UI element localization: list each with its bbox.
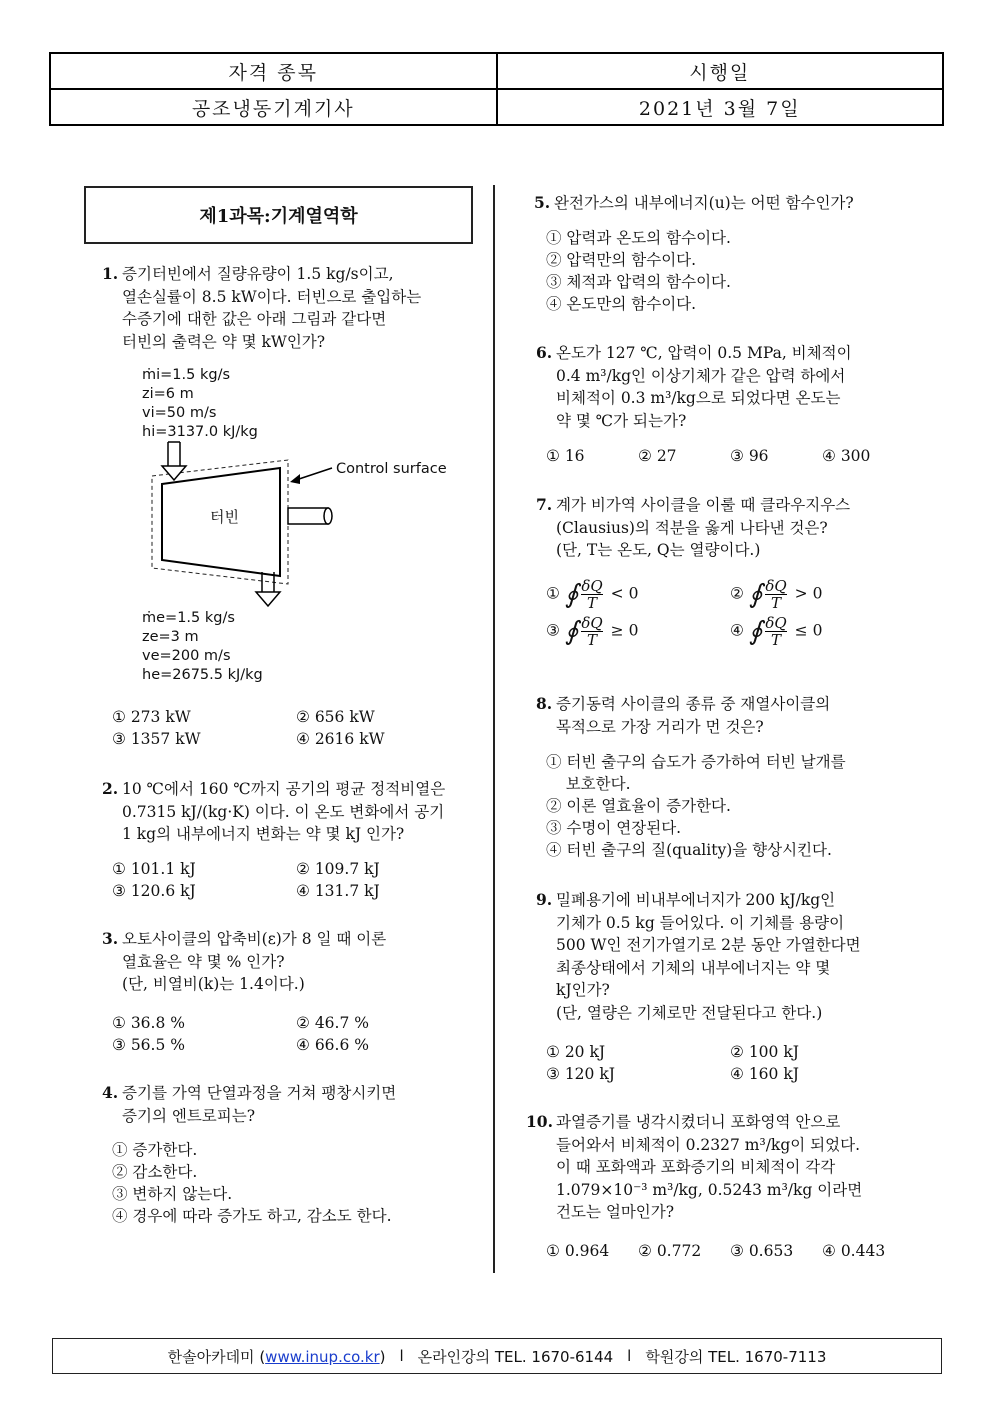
contour-integral-icon: ∮	[564, 616, 579, 647]
options-q2	[112, 858, 480, 902]
question-number: 4.	[102, 1083, 119, 1102]
option[interactable]: ② 27	[638, 447, 677, 465]
contour-integral-icon: ∮	[748, 616, 763, 647]
option[interactable]: ① 압력과 온도의 함수이다.	[546, 229, 731, 247]
question-8	[536, 693, 831, 738]
options-q3	[112, 1012, 480, 1056]
question-number: 10.	[526, 1112, 553, 1131]
contour-integral-icon: ∮	[564, 579, 579, 610]
option[interactable]: ① 증가한다.	[112, 1141, 198, 1159]
question-number: 8.	[536, 694, 553, 713]
question-number: 7.	[536, 495, 553, 514]
column-divider	[493, 185, 495, 1273]
section-title: 제1과목:기계열역학	[84, 186, 473, 244]
option[interactable]: ② 감소한다.	[112, 1163, 198, 1181]
option[interactable]: ① 터빈 출구의 습도가 증가하여 터빈 날개를 보호한다.	[546, 753, 846, 793]
options-q10	[546, 1240, 914, 1262]
turbine-label: 터빈	[210, 508, 239, 526]
option[interactable]: ③ 96	[730, 447, 769, 465]
option[interactable]: ③ 체적과 압력의 함수이다.	[546, 273, 731, 291]
option[interactable]: ② 이론 열효율이 증가한다.	[546, 797, 731, 815]
option[interactable]: ③ 수명이 연장된다.	[546, 819, 682, 837]
options-q7	[546, 578, 914, 648]
option[interactable]: ② ∮ $\frac{\delta Q}{T}$ > 0	[730, 577, 823, 612]
question-2	[102, 778, 446, 846]
question-text: 증기동력 사이클의 종류 중 재열사이클의 목적으로 가장 거리가 먼 것은?	[556, 695, 831, 736]
option[interactable]: ① 20 kJ	[546, 1043, 606, 1061]
question-6	[536, 342, 852, 432]
header-date: 2021년 3월 7일	[497, 89, 944, 125]
question-number: 3.	[102, 929, 119, 948]
question-number: 2.	[102, 779, 119, 798]
footer-offline-phone: 학원강의 TEL. 1670-7113	[645, 1347, 827, 1366]
question-9	[536, 889, 861, 1024]
footer	[52, 1338, 942, 1374]
option[interactable]: ① 16	[546, 447, 585, 465]
option[interactable]: ④ 66.6 %	[296, 1036, 369, 1054]
question-text: 증기를 가역 단열과정을 거쳐 팽창시키면 증기의 엔트로피는?	[122, 1084, 397, 1125]
question-text: 증기터빈에서 질량유량이 1.5 kg/s이고, 열손실률이 8.5 kW이다. 터빈으로 출입하는 수증기에 대한 값은 아래 그림과 같다면 터빈의 출력은 약 몇 kW인가?	[122, 265, 422, 351]
question-7	[536, 494, 851, 562]
footer-separator: l	[399, 1347, 404, 1365]
question-text: 10 ℃에서 160 ℃까지 공기의 평균 정적비열은 0.7315 kJ/(kg·K) 이다. 이 온도 변화에서 공기 1 kg의 내부에너지 변화는 약 몇 kJ 인가?	[122, 780, 446, 843]
question-text: 완전가스의 내부에너지(u)는 어떤 함수인가?	[554, 194, 854, 212]
option[interactable]: ① 0.964	[546, 1242, 610, 1260]
question-10	[526, 1111, 863, 1224]
footer-online-phone: 온라인강의 TEL. 1670-6144	[417, 1347, 614, 1366]
question-text: 온도가 127 ℃, 압력이 0.5 MPa, 비체적이 0.4 m³/kg인 이상기체가 같은 압력 하에서 비체적이 0.3 m³/kg으로 되었다면 온도는 약 몇 ℃가 되는가?	[556, 344, 852, 430]
options-q4	[112, 1139, 392, 1227]
question-3	[102, 928, 387, 996]
option[interactable]: ① 101.1 kJ	[112, 860, 196, 878]
option[interactable]: ① 273 kW	[112, 708, 191, 726]
option[interactable]: ④ 온도만의 함수이다.	[546, 295, 697, 313]
question-text: 계가 비가역 사이클을 이룰 때 클라우지우스 (Clausius)의 적분을 옳게 나타낸 것은? (단, T는 온도, Q는 열량이다.)	[556, 496, 851, 559]
options-q6	[546, 445, 914, 467]
option[interactable]: ① ∮ $\frac{\delta Q}{T}$ < 0	[546, 577, 639, 612]
question-4	[102, 1082, 397, 1127]
header-col1-label: 자격 종목	[50, 53, 497, 89]
question-text: 과열증기를 냉각시켰더니 포화영역 안으로 들어와서 비체적이 0.2327 m³/kg이 되었다. 이 때 포화액과 포화증기의 비체적이 각각 1.079×10⁻³ m³/kg, 0.5243 m³/kg 이라면 건도는 얼마인가?	[556, 1113, 863, 1221]
question-text: 밀폐용기에 비내부에너지가 200 kJ/kg인 기체가 0.5 kg 들어있다. 이 기체를 용량이 500 W인 전기가열기로 2분 동안 가열한다면 최종상태에서 기체의 내부에너지는 약 몇 kJ인가? (단, 열량은 기체로만 전달된다고 한다.)	[556, 891, 861, 1022]
option[interactable]: ① 36.8 %	[112, 1014, 185, 1032]
option[interactable]: ③ 120.6 kJ	[112, 882, 196, 900]
option[interactable]: ④ 터빈 출구의 질(quality)을 향상시킨다.	[546, 841, 832, 859]
option[interactable]: ③ 1357 kW	[112, 730, 201, 748]
option[interactable]: ② 656 kW	[296, 708, 375, 726]
header-subject: 공조냉동기계기사	[50, 89, 497, 125]
option[interactable]: ② 46.7 %	[296, 1014, 369, 1032]
turbine-diagram	[140, 364, 460, 684]
option[interactable]: ④ 2616 kW	[296, 730, 385, 748]
outlet-conditions: ṁe=1.5 kg/s ze=3 m ve=200 m/s he=2675.5 kJ/kg	[142, 610, 263, 683]
option[interactable]: ③ 56.5 %	[112, 1036, 185, 1054]
options-q8	[546, 751, 846, 861]
option[interactable]: ④ 경우에 따라 증가도 하고, 감소도 한다.	[112, 1207, 392, 1225]
option[interactable]: ③ 변하지 않는다.	[112, 1185, 233, 1203]
option[interactable]: ② 109.7 kJ	[296, 860, 380, 878]
option[interactable]: ② 100 kJ	[730, 1043, 799, 1061]
header-col2-label: 시행일	[497, 53, 944, 89]
question-number: 9.	[536, 890, 553, 909]
question-text: 오토사이클의 압축비(ε)가 8 일 때 이론 열효율은 약 몇 % 인가? (단, 비열비(k)는 1.4이다.)	[122, 930, 387, 993]
footer-separator: l	[627, 1347, 632, 1365]
option[interactable]: ④ 0.443	[822, 1242, 886, 1260]
question-1	[102, 263, 422, 353]
option[interactable]: ② 압력만의 함수이다.	[546, 251, 697, 269]
option[interactable]: ④ 131.7 kJ	[296, 882, 380, 900]
option[interactable]: ③ 120 kJ	[546, 1065, 615, 1083]
contour-integral-icon: ∮	[748, 579, 763, 610]
inlet-conditions: ṁi=1.5 kg/s zi=6 m vi=50 m/s hi=3137.0 kJ/kg	[142, 367, 258, 440]
control-surface-label: Control surface	[336, 461, 447, 477]
option[interactable]: ③ ∮ $\frac{\delta Q}{T}$ ≥ 0	[546, 614, 639, 649]
option[interactable]: ③ 0.653	[730, 1242, 794, 1260]
options-q1	[112, 706, 480, 750]
question-number: 6.	[536, 343, 553, 362]
options-q9	[546, 1041, 914, 1085]
option[interactable]: ④ 160 kJ	[730, 1065, 799, 1083]
question-number: 5.	[534, 193, 551, 212]
academy-link[interactable]: www.inup.co.kr	[265, 1347, 380, 1366]
option[interactable]: ④ 300	[822, 447, 871, 465]
question-number: 1.	[102, 264, 119, 283]
option[interactable]: ② 0.772	[638, 1242, 702, 1260]
options-q5	[546, 227, 731, 315]
footer-academy: 한솔아카데미 (www.inup.co.kr)	[167, 1347, 386, 1366]
question-5	[534, 192, 854, 215]
option[interactable]: ④ ∮ $\frac{\delta Q}{T}$ ≤ 0	[730, 614, 823, 649]
header-table	[49, 52, 944, 126]
